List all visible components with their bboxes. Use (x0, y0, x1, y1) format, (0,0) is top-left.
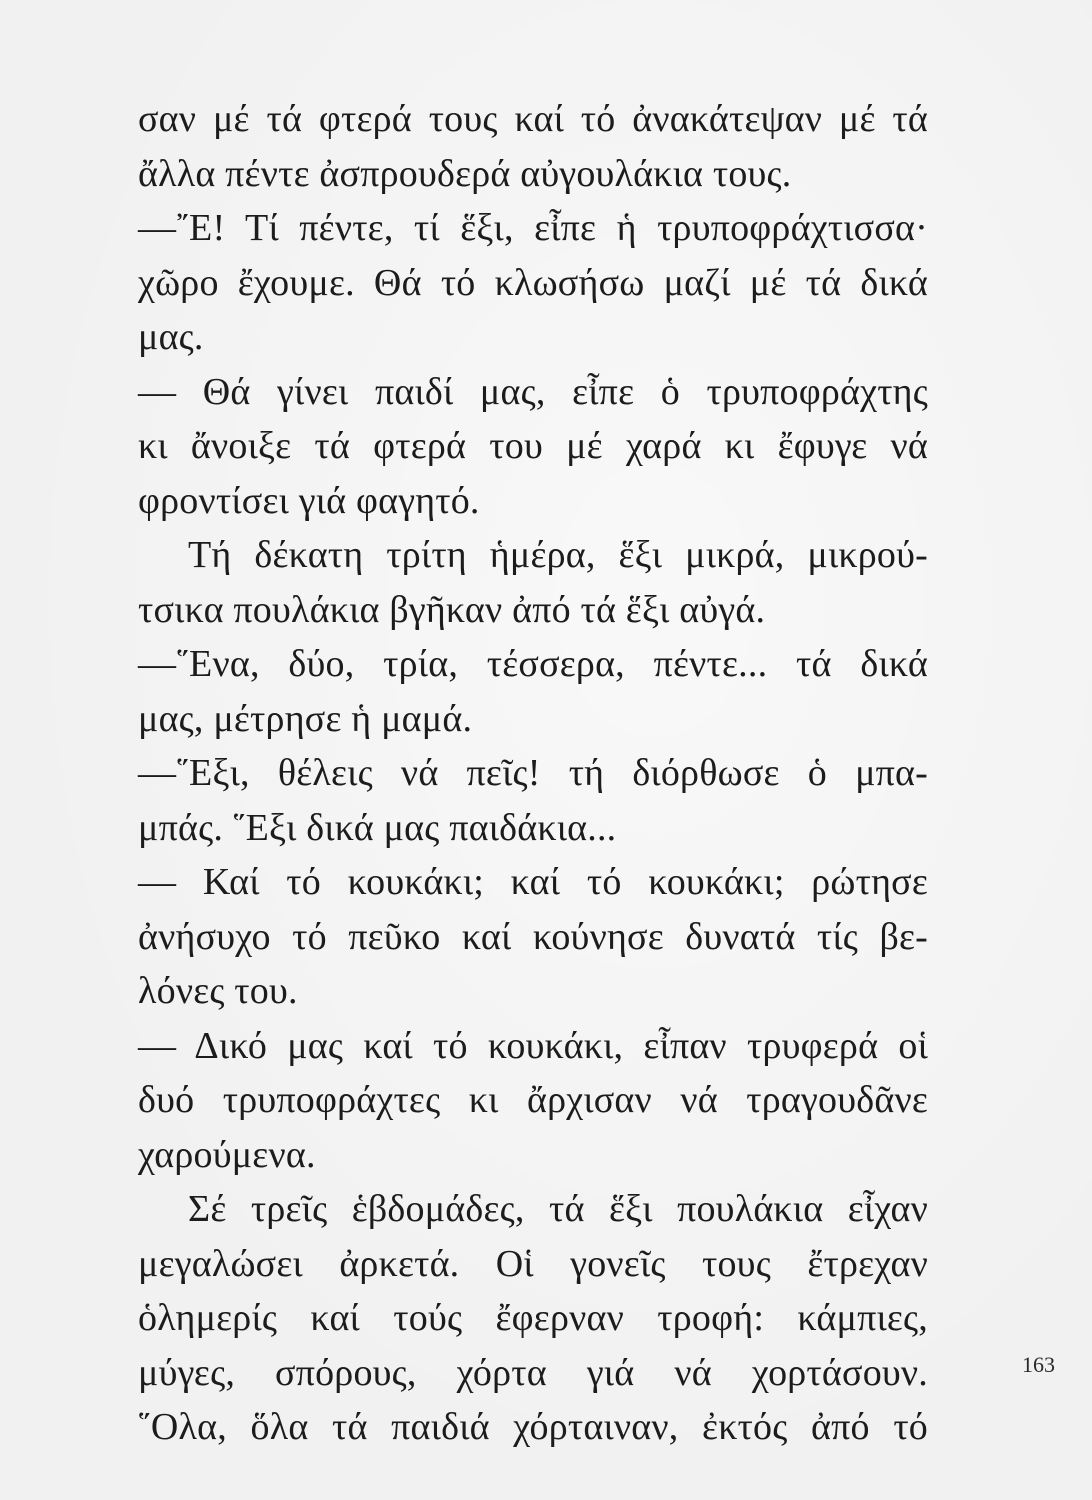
text-line-14: μπάς. ῞Εξι δικά μας παιδάκια... (138, 806, 617, 849)
text-line-3: —῎Ε! Τί πέντε, τί ἕξι, εἶπε ἡ τρυποφράχτισσα· (138, 207, 928, 249)
text-line-1: σαν μέ τά φτερά τους καί τό ἀνακάτεψαν μέ τά (138, 98, 928, 140)
text-line-12: μας, μέτρησε ἡ μαμά. (138, 697, 473, 740)
page-number: 163 (1022, 1352, 1055, 1377)
text-line-8: φροντίσει γιά φαγητό. (138, 479, 480, 522)
text-line-15: — Καί τό κουκάκι; καί τό κουκάκι; ρώτησε (138, 861, 928, 903)
text-line-4: χῶρο ἔχουμε. Θά τό κλωσήσω μαζί μέ τά δικά (138, 261, 928, 304)
text-line-17: λόνες του. (138, 970, 298, 1012)
text-line-23: ὁλημερίς καί τούς ἔφερναν τροφή: κάμπιες, (138, 1297, 928, 1339)
text-line-24: μύγες, σπόρους, χόρτα γιά νά χορτάσουν. (138, 1351, 928, 1394)
text-line-7: κι ἄνοιξε τά φτερά του μέ χαρά κι ἔφυγε νά (138, 425, 928, 467)
text-line-9: Τή δέκατη τρίτη ἡμέρα, ἕξι μικρά, μικρού- (188, 534, 928, 576)
text-line-11: —῞Ενα, δύο, τρία, τέσσερα, πέντε... τά δικά (138, 643, 928, 685)
body-text (138, 92, 928, 1455)
text-line-18: — Δικό μας καί τό κουκάκι, εἶπαν τρυφερά οἱ (138, 1024, 928, 1067)
text-line-22: μεγαλώσει ἀρκετά. Οἱ γονεῖς τους ἔτρεχαν (138, 1242, 928, 1285)
text-line-2: ἄλλα πέντε ἀσπρουδερά αὐγουλάκια τους. (138, 152, 792, 195)
text-line-25: ῞Ολα, ὅλα τά παιδιά χόρταιναν, ἐκτός ἀπό τό (138, 1406, 928, 1448)
text-line-16: ἀνήσυχο τό πεῦκο καί κούνησε δυνατά τίς βε- (138, 915, 928, 958)
text-line-19: δυό τρυποφράχτες κι ἄρχισαν νά τραγουδᾶνε (138, 1079, 928, 1121)
text-line-20: χαρούμενα. (138, 1133, 316, 1176)
text-line-13: —῞Εξι, θέλεις νά πεῖς! τή διόρθωσε ὁ μπα- (138, 752, 928, 794)
text-line-6: — Θά γίνει παιδί μας, εἶπε ὁ τρυποφράχτης (138, 370, 928, 413)
text-line-5: μας. (138, 316, 204, 358)
text-line-10: τσικα πουλάκια βγῆκαν ἀπό τά ἕξι αὐγά. (138, 588, 766, 631)
text-line-21: Σέ τρεῖς ἑβδομάδες, τά ἕξι πουλάκια εἶχαν (188, 1188, 928, 1230)
